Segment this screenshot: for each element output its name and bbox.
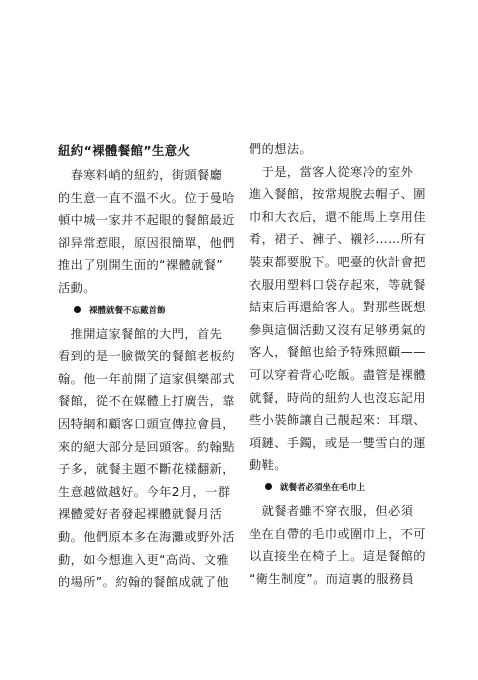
subheading-1 — [58, 300, 238, 323]
text-line: 推開這家餐館的大門，首先 — [58, 326, 223, 341]
text-line: 結束后再還給客人。對那些既想 — [249, 300, 426, 315]
text-line: 就餐，時尚的紐約人也沒忘記用 — [249, 390, 426, 405]
text-line: 巾和大衣后，還不能馬上享用佳 — [249, 209, 426, 224]
text-line: 可以穿着背心吃飯。盡管是裸體 — [249, 367, 426, 382]
right-paragraph-1 — [249, 138, 429, 477]
text-line: 春寒料峭的紐約，街頭餐廳 — [58, 168, 223, 182]
text-line: 參與這個活動又沒有足够勇氣的 — [249, 322, 426, 337]
bullet-icon — [265, 483, 272, 490]
text-line: 的生意一直不溫不火。位于曼哈 — [58, 190, 235, 205]
text-line: 動，如今想進入更“高尚、文雅 — [58, 552, 230, 567]
text-line: 些小裝飾讓自己靚起來：耳環、 — [249, 413, 426, 428]
text-line: 衣服用塑料口袋存起來，等就餐 — [249, 277, 426, 292]
text-line: 頓中城一家并不起眼的餐館最近 — [58, 213, 235, 228]
text-line: 看到的是一臉微笑的餐館老板約 — [58, 349, 235, 364]
text-line: 客人，餐館也給予特殊照顧—— — [249, 345, 426, 360]
text-line: 餐館，從不在媒體上打廣告，靠 — [58, 394, 235, 409]
text-line: 子多，就餐主題不斷花樣翻新， — [58, 462, 235, 477]
text-line: 翰。他一年前開了這家俱樂部式 — [58, 371, 235, 386]
bullet-icon — [74, 306, 81, 313]
text-line: “衛生制度”。而這裏的服務員 — [249, 571, 415, 586]
text-line: 于是，當客人從寒冷的室外 — [249, 164, 414, 179]
text-line: 項鏈、手鐲，或是一雙雪白的運 — [249, 435, 426, 450]
right-paragraph-2 — [249, 500, 429, 590]
left-paragraph-2 — [58, 323, 238, 594]
left-column — [58, 138, 238, 594]
right-column — [249, 138, 429, 590]
text-line: 生意越做越好。今年2月，一群 — [58, 484, 231, 499]
text-line: 以直接坐在椅子上。這是餐館的 — [249, 549, 426, 564]
text-line: 的場所”。約翰的餐館成就了他 — [58, 575, 230, 590]
subheading-2-text: 就餐者必須坐在毛巾上 — [280, 482, 366, 493]
text-line: 裸體愛好者發起裸體就餐月活 — [58, 507, 223, 522]
text-line: 卻异常惹眼，原因很簡單，他們 — [58, 235, 235, 250]
text-line: 動鞋。 — [249, 458, 287, 473]
subheading-2 — [249, 477, 429, 500]
text-line: 裝束都要脫下。吧臺的伙計會把 — [249, 254, 426, 269]
article-title: 紐約“裸體餐館”生意火 — [58, 143, 191, 158]
left-paragraph-1 — [58, 164, 238, 300]
text-line: 因特網和顧客口頭宣傳拉會員， — [58, 416, 235, 431]
text-line: 動。他們原本多在海灘或野外活 — [58, 529, 235, 544]
subheading-1-text: 裸體就餐不忘戴首飾 — [89, 305, 166, 316]
text-line: 進入餐館，按常規脫去帽子、圍 — [249, 187, 426, 202]
text-line: 來的絕大部分是回頭客。約翰點 — [58, 439, 235, 454]
text-line: 活動。 — [58, 280, 96, 295]
text-line: 坐在自帶的毛巾或圍巾上，不可 — [249, 526, 426, 541]
text-line: 肴，裙子、褲子、襯衫……所有 — [249, 232, 426, 247]
text-line: 就餐者雖不穿衣服，但必須 — [249, 503, 414, 518]
text-line: 們的想法。 — [249, 142, 313, 156]
text-line: 推出了別開生面的“裸體就餐” — [58, 258, 224, 273]
